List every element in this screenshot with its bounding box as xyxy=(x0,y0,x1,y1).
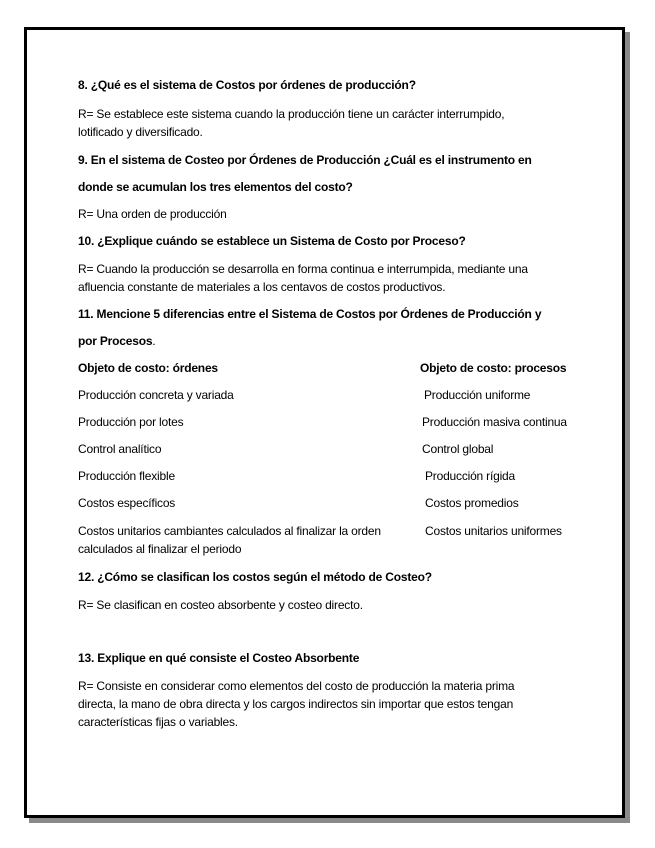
question-13 xyxy=(78,651,359,665)
table-left-header: Objeto de costo: órdenes xyxy=(78,361,218,375)
question-11-line-2 xyxy=(78,334,155,348)
question-9-line-1: 9. En el sistema de Costeo por Órdenes de Producción ¿Cuál es el instrumento en xyxy=(78,153,532,167)
table-row-6-left-line-2: calculados al finalizar el periodo xyxy=(78,542,242,556)
table-row-5-left: Costos específicos xyxy=(78,496,176,510)
table-row-6-left-line-1: Costos unitarios cambiantes calculados al finalizar la orden xyxy=(78,524,381,538)
question-11-line-1: 11. Mencione 5 diferencias entre el Sistema de Costos por Órdenes de Producción y xyxy=(78,307,542,321)
question-8: 8. ¿Qué es el sistema de Costos por órdenes de producción? xyxy=(78,78,416,92)
table-right-header: Objeto de costo: procesos xyxy=(420,361,567,375)
table-row-5-right: Costos promedios xyxy=(425,496,519,510)
answer-13-line-2: directa, la mano de obra directa y los cargos indirectos sin importar que estos tengan xyxy=(78,697,514,711)
question-11-line-2-tail: . xyxy=(152,334,156,348)
question-13-number: 13 xyxy=(78,651,91,665)
question-12: 12. ¿Cómo se clasifican los costos según el método de Costeo? xyxy=(78,570,432,584)
table-row-2-right: Producción masiva continua xyxy=(422,415,567,429)
answer-9: R= Una orden de producción xyxy=(78,207,227,221)
answer-13-line-1: R= Consiste en considerar como elementos del costo de producción la materia prima xyxy=(78,679,515,693)
answer-10-line-1: R= Cuando la producción se desarrolla en forma continua e interrumpida, mediante una xyxy=(78,262,528,276)
table-row-3-right: Control global xyxy=(422,442,494,456)
question-13-text: . Explique en qué consiste el Costeo Absorbente xyxy=(90,651,360,665)
table-row-4-left: Producción flexible xyxy=(78,469,175,483)
question-10: 10. ¿Explique cuándo se establece un Sistema de Costo por Proceso? xyxy=(78,234,466,248)
table-row-4-right: Producción rígida xyxy=(425,469,515,483)
answer-8-line-1: R= Se establece este sistema cuando la producción tiene un carácter interrumpido, xyxy=(78,107,505,121)
table-row-3-left: Control analítico xyxy=(78,442,162,456)
table-row-1-right: Producción uniforme xyxy=(424,388,531,402)
answer-12: R= Se clasifican en costeo absorbente y costeo directo. xyxy=(78,598,363,612)
table-row-6-right: Costos unitarios uniformes xyxy=(425,524,562,538)
answer-8-line-2: lotificado y diversificado. xyxy=(78,125,203,139)
table-row-1-left: Producción concreta y variada xyxy=(78,388,234,402)
question-11-line-2-bold: por Procesos xyxy=(78,334,153,348)
question-9-line-2: donde se acumulan los tres elementos del costo? xyxy=(78,180,353,194)
answer-13-line-3: características fijas o variables. xyxy=(78,715,238,729)
table-row-2-left: Producción por lotes xyxy=(78,415,184,429)
answer-10-line-2: afluencia constante de materiales a los centavos de costos productivos. xyxy=(78,280,446,294)
